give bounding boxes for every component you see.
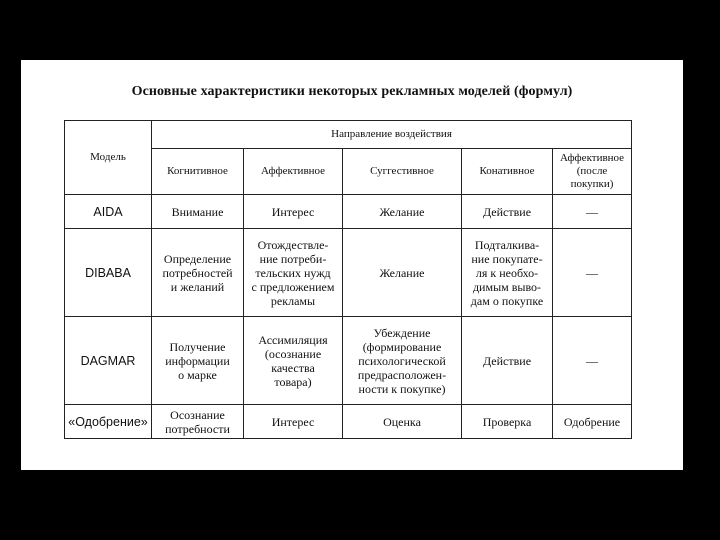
cell-cognitive: Получение информации о марке — [152, 317, 244, 405]
cell-cognitive: Внимание — [152, 195, 244, 229]
header-model: Модель — [65, 121, 152, 195]
cell-suggestive: Желание — [343, 229, 462, 317]
model-name: DAGMAR — [65, 317, 152, 405]
table-row-dagmar — [65, 317, 632, 405]
cell-conative: Действие — [462, 317, 553, 405]
cell-affective-after: — — [553, 229, 632, 317]
cell-affective-after: — — [553, 317, 632, 405]
cell-cognitive: Осознание потребности — [152, 405, 244, 439]
table-row-aida — [65, 195, 632, 229]
cell-suggestive: Желание — [343, 195, 462, 229]
model-name: DIBABA — [65, 229, 152, 317]
model-name: «Одобрение» — [65, 405, 152, 439]
model-name: AIDA — [65, 195, 152, 229]
header-direction: Направление воздействия — [152, 121, 632, 149]
cell-conative: Подталкива- ние покупате- ля к необхо- димым выво- дам о покупке — [462, 229, 553, 317]
header-affective: Аффективное — [244, 149, 343, 195]
cell-affective: Интерес — [244, 405, 343, 439]
header-affective-after: Аффективное (после покупки) — [553, 149, 632, 195]
header-conative: Конативное — [462, 149, 553, 195]
cell-affective-after: — — [553, 195, 632, 229]
cell-affective: Отождествле- ние потреби- тельских нужд с предложением рекламы — [244, 229, 343, 317]
cell-affective-after: Одобрение — [553, 405, 632, 439]
table-row-odobrenie — [65, 405, 632, 439]
header-suggestive: Суггестивное — [343, 149, 462, 195]
header-cognitive: Когнитивное — [152, 149, 244, 195]
cell-affective: Ассимиляция (осознание качества товара) — [244, 317, 343, 405]
cell-affective: Интерес — [244, 195, 343, 229]
table-title: Основные характеристики некоторых рекламных моделей (формул) — [131, 84, 573, 99]
document-page — [21, 60, 683, 470]
cell-conative: Проверка — [462, 405, 553, 439]
table-row-dibaba — [65, 229, 632, 317]
header-row-top — [65, 121, 632, 149]
cell-conative: Действие — [462, 195, 553, 229]
cell-cognitive: Определение потребностей и желаний — [152, 229, 244, 317]
cell-suggestive: Оценка — [343, 405, 462, 439]
cell-suggestive: Убеждение (формирование психологической предрасположен- ности к покупке) — [343, 317, 462, 405]
models-table — [64, 120, 632, 439]
